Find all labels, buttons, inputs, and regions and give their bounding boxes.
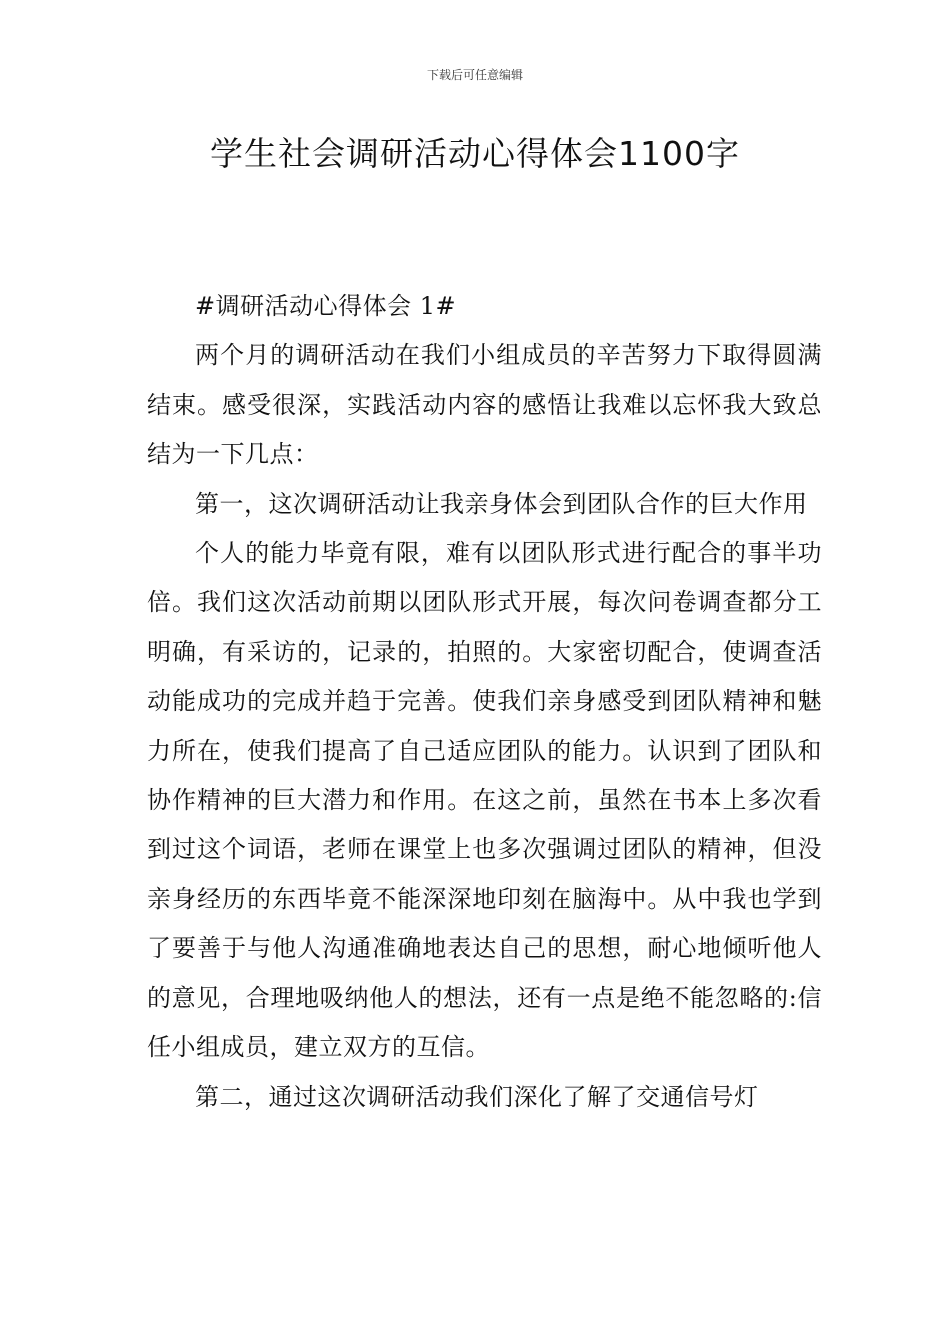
- section-heading: #调研活动心得体会 1#: [195, 292, 457, 320]
- document-body: [147, 282, 822, 1122]
- paragraph: 两个月的调研活动在我们小组成员的辛苦努力下取得圆满结束。感受很深，实践活动内容的感悟让我难以忘怀我大致总结为一下几点：: [147, 341, 822, 469]
- paragraph: 第二，通过这次调研活动我们深化了解了交通信号灯: [195, 1082, 759, 1111]
- paragraph: 第一，这次调研活动让我亲身体会到团队合作的巨大作用: [195, 489, 808, 518]
- header-note: 下载后可任意编辑: [426, 68, 523, 82]
- paragraph: 个人的能力毕竟有限，难有以团队形式进行配合的事半功倍。我们这次活动前期以团队形式开展，每次问卷调查都分工明确，有采访的，记录的，拍照的。大家密切配合，使调查活动能成功的完成并趋于完善。使我们亲身感受到团队精神和魅力所在，使我们提高了自己适应团队的能力。认识到了团队和协作精神的巨大潜力和作用。在这之前，虽然在书本上多次看到过这个词语，老师在课堂上也多次强调过团队的精神，但没亲身经历的东西毕竟不能深深地印刻在脑海中。从中我也学到了要善于与他人沟通准确地表达自己的思想，耐心地倾听他人的意见，合理地吸纳他人的想法，还有一点是绝不能忽略的:信任小组成员，建立双方的互信。: [147, 539, 822, 1062]
- document-title: 学生社会调研活动心得体会1100字: [210, 134, 740, 173]
